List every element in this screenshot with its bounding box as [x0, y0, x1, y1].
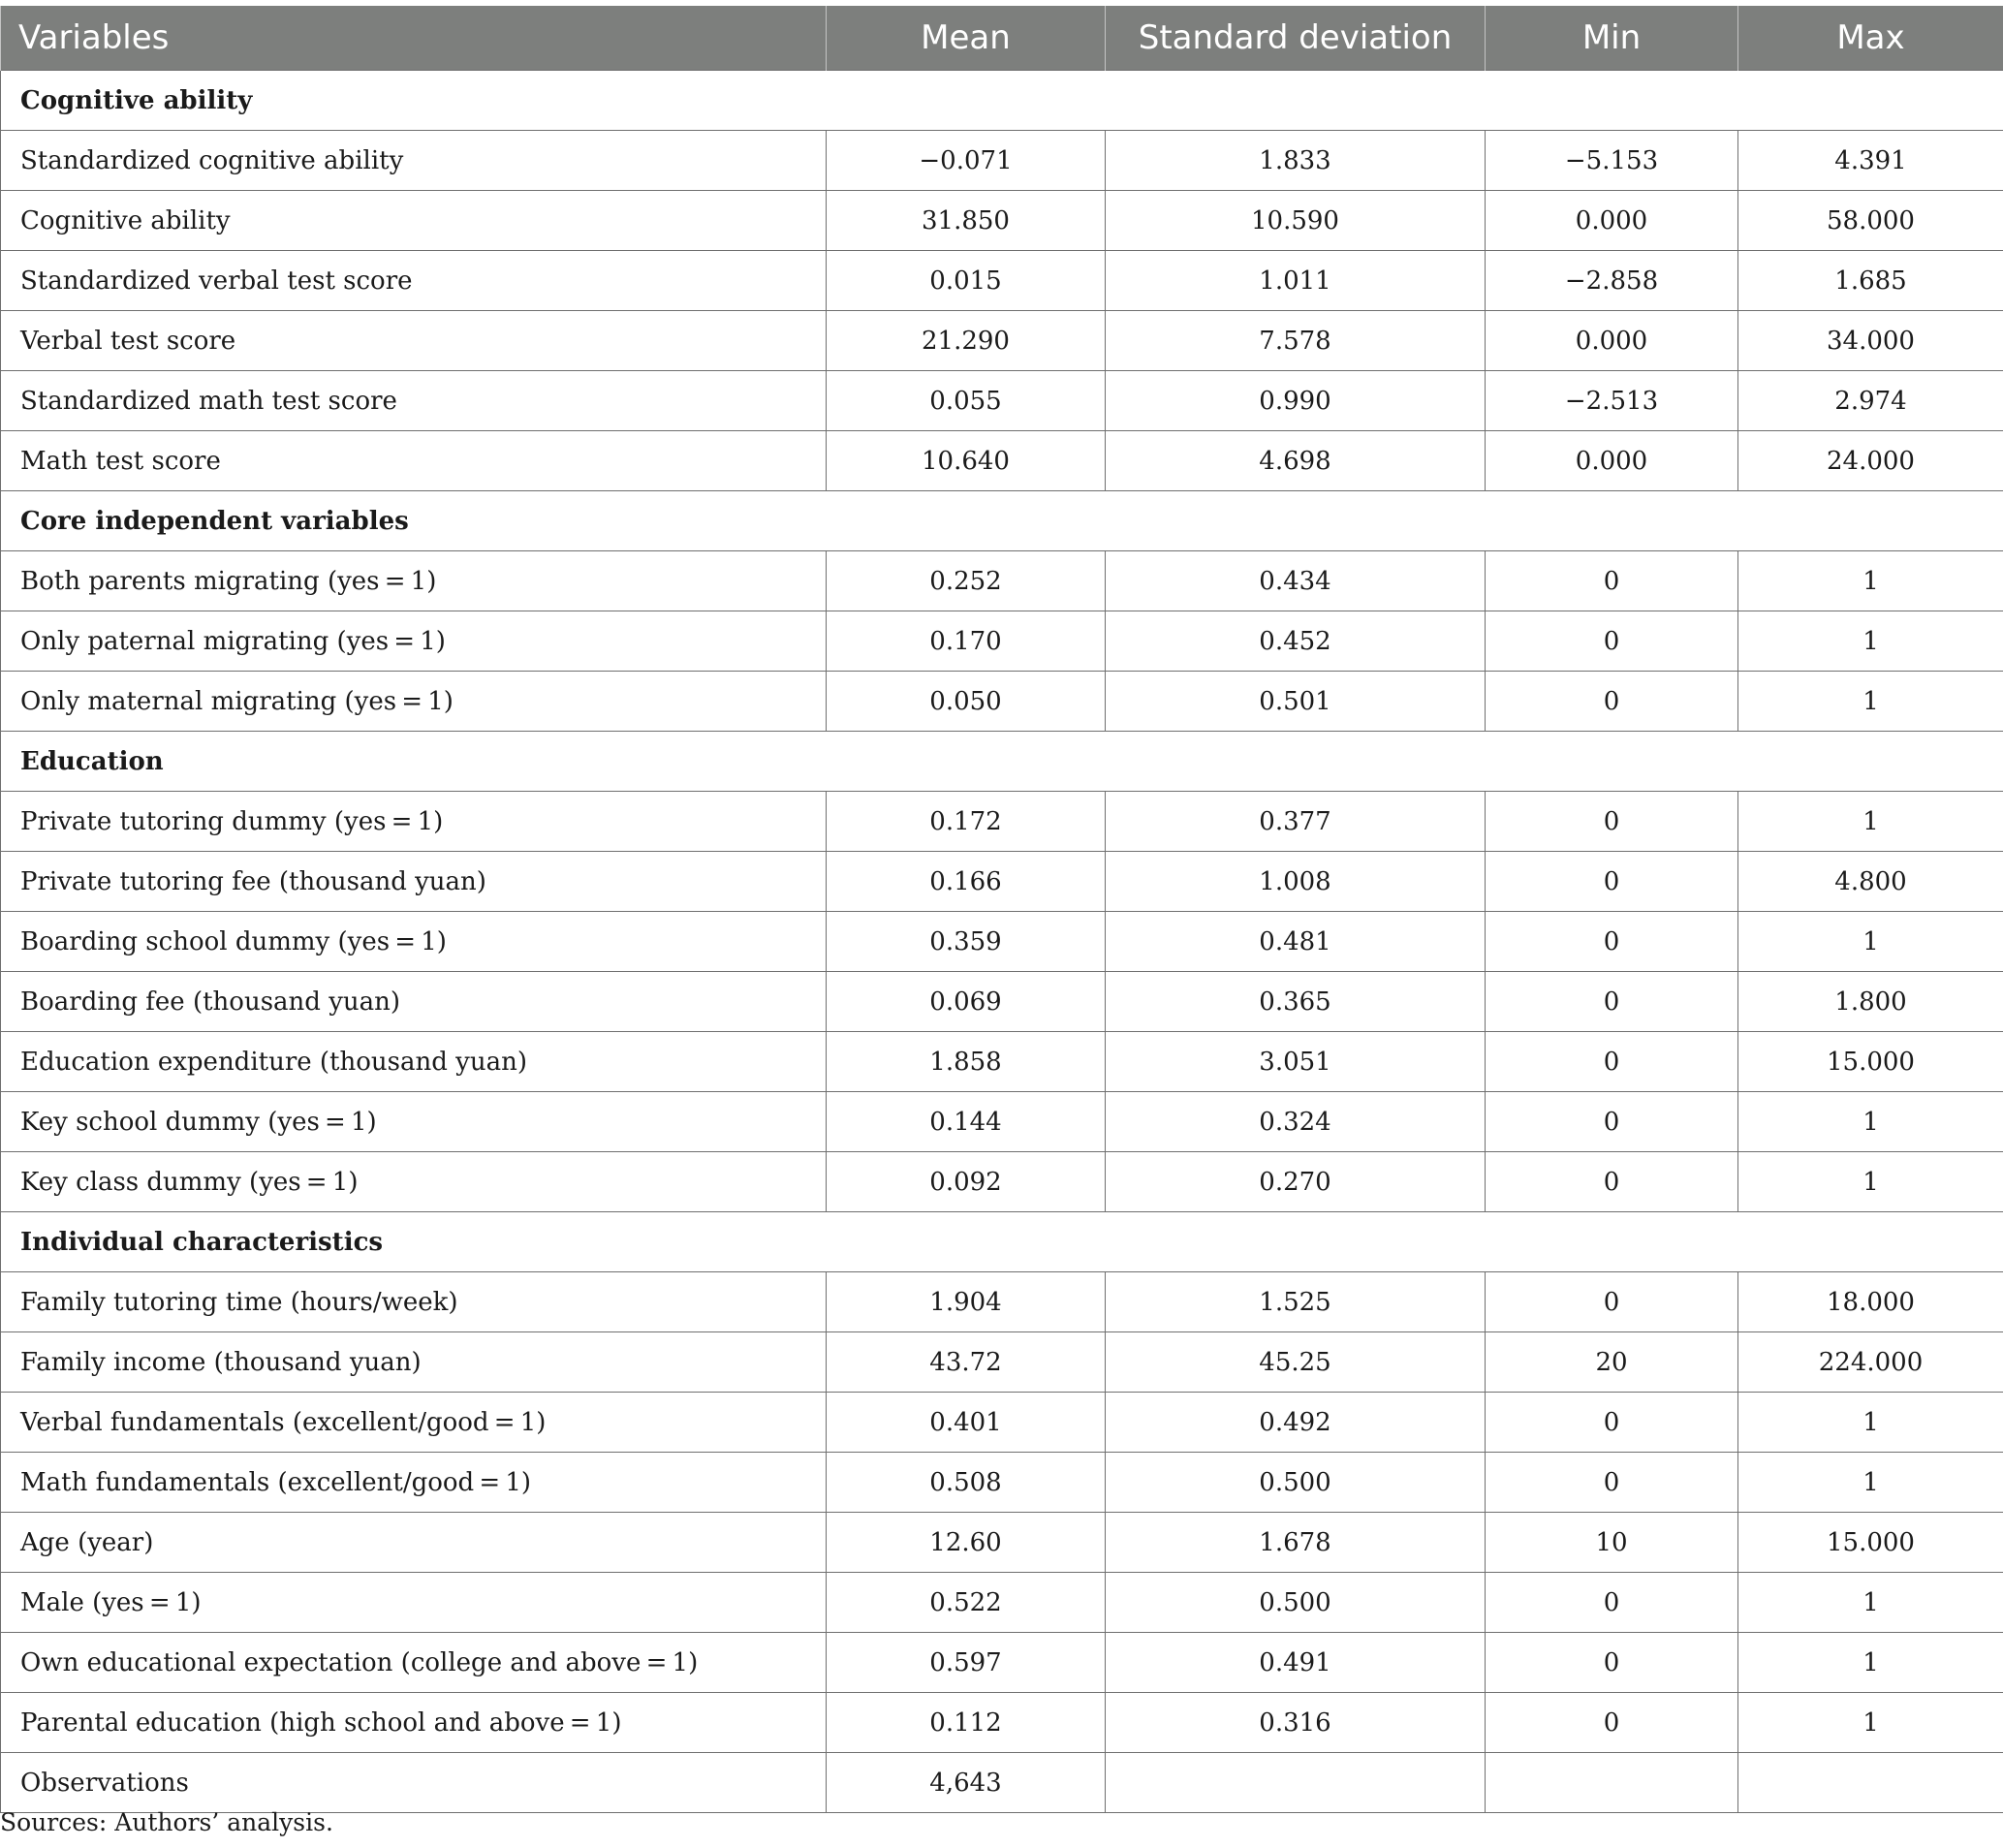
cell-variable: Verbal fundamentals (excellent/good = 1): [1, 1393, 827, 1453]
cell-mean: 0.401: [827, 1393, 1106, 1453]
cell-mean: 43.72: [827, 1332, 1106, 1393]
table-row: [1, 1693, 2003, 1753]
cell-min: 0: [1486, 1693, 1738, 1753]
cell-sd: 0.491: [1106, 1633, 1486, 1693]
section-title: Cognitive ability: [1, 71, 2003, 131]
cell-min: 0: [1486, 1092, 1738, 1152]
cell-max: 1: [1738, 1092, 2003, 1152]
cell-max: 1: [1738, 672, 2003, 732]
cell-mean: 0.055: [827, 371, 1106, 431]
cell-sd: 45.25: [1106, 1332, 1486, 1393]
cell-max: 1: [1738, 1453, 2003, 1513]
cell-sd: 1.011: [1106, 251, 1486, 311]
header-max: Max: [1738, 6, 2003, 71]
table-row: [1, 1332, 2003, 1393]
cell-min: 0.000: [1486, 431, 1738, 491]
section-title: Education: [1, 732, 2003, 792]
cell-mean: 0.069: [827, 972, 1106, 1032]
cell-variable: Key school dummy (yes = 1): [1, 1092, 827, 1152]
header-variables: Variables: [1, 6, 827, 71]
cell-max: 1: [1738, 611, 2003, 672]
cell-mean: 0.172: [827, 792, 1106, 852]
cell-variable: Only maternal migrating (yes = 1): [1, 672, 827, 732]
section-header-row: [1, 732, 2003, 792]
cell-max: 1: [1738, 1633, 2003, 1693]
cell-variable: Boarding fee (thousand yuan): [1, 972, 827, 1032]
cell-variable: Boarding school dummy (yes = 1): [1, 912, 827, 972]
table-row: [1, 1092, 2003, 1152]
cell-variable: Education expenditure (thousand yuan): [1, 1032, 827, 1092]
cell-max: 1: [1738, 1573, 2003, 1633]
cell-min: 0: [1486, 1393, 1738, 1453]
cell-variable: Only paternal migrating (yes = 1): [1, 611, 827, 672]
cell-max: 4.391: [1738, 131, 2003, 191]
cell-sd: 1.833: [1106, 131, 1486, 191]
table-row: [1, 672, 2003, 732]
cell-mean: 1.858: [827, 1032, 1106, 1092]
header-min: Min: [1486, 6, 1738, 71]
section-title: Core independent variables: [1, 491, 2003, 551]
cell-mean: 0.597: [827, 1633, 1106, 1693]
cell-mean: 0.015: [827, 251, 1106, 311]
section-header-row: [1, 1212, 2003, 1272]
cell-variable: Both parents migrating (yes = 1): [1, 551, 827, 611]
cell-mean: 0.252: [827, 551, 1106, 611]
cell-min: −2.513: [1486, 371, 1738, 431]
cell-max: 1: [1738, 792, 2003, 852]
table-row: [1, 972, 2003, 1032]
cell-variable: Parental education (high school and above = 1): [1, 1693, 827, 1753]
cell-variable: Standardized math test score: [1, 371, 827, 431]
descriptive-statistics-table: [0, 6, 2003, 1813]
cell-min: 0: [1486, 1152, 1738, 1212]
cell-min: 0: [1486, 1573, 1738, 1633]
cell-sd: 0.434: [1106, 551, 1486, 611]
cell-max: 18.000: [1738, 1272, 2003, 1332]
cell-max: 15.000: [1738, 1032, 2003, 1092]
cell-variable: Own educational expectation (college and above = 1): [1, 1633, 827, 1693]
table-row: [1, 792, 2003, 852]
cell-max: 224.000: [1738, 1332, 2003, 1393]
table-row: [1, 1032, 2003, 1092]
cell-sd: 0.377: [1106, 792, 1486, 852]
cell-sd: 4.698: [1106, 431, 1486, 491]
cell-sd: 0.500: [1106, 1573, 1486, 1633]
cell-sd: 0.481: [1106, 912, 1486, 972]
cell-variable: Cognitive ability: [1, 191, 827, 251]
cell-variable: Key class dummy (yes = 1): [1, 1152, 827, 1212]
cell-mean: 0.359: [827, 912, 1106, 972]
section-header-row: [1, 71, 2003, 131]
cell-sd: 1.678: [1106, 1513, 1486, 1573]
cell-mean: −0.071: [827, 131, 1106, 191]
cell-variable: Standardized cognitive ability: [1, 131, 827, 191]
cell-variable: Family income (thousand yuan): [1, 1332, 827, 1393]
cell-variable: Verbal test score: [1, 311, 827, 371]
table-row: [1, 1152, 2003, 1212]
cell-min: 0: [1486, 972, 1738, 1032]
cell-min: 0: [1486, 551, 1738, 611]
cell-mean: 0.508: [827, 1453, 1106, 1513]
cell-mean: 0.522: [827, 1573, 1106, 1633]
cell-min: 0: [1486, 1453, 1738, 1513]
cell-max: 1: [1738, 1393, 2003, 1453]
table-row: [1, 1272, 2003, 1332]
table-row: [1, 371, 2003, 431]
cell-sd: 0.990: [1106, 371, 1486, 431]
cell-mean: 4,643: [827, 1753, 1106, 1813]
cell-variable: Age (year): [1, 1513, 827, 1573]
cell-max: 24.000: [1738, 431, 2003, 491]
cell-mean: 0.144: [827, 1092, 1106, 1152]
cell-sd: 7.578: [1106, 311, 1486, 371]
cell-min: 0: [1486, 1633, 1738, 1693]
cell-min: 0: [1486, 852, 1738, 912]
cell-variable: Math test score: [1, 431, 827, 491]
table-row: [1, 551, 2003, 611]
cell-sd: 3.051: [1106, 1032, 1486, 1092]
cell-min: −5.153: [1486, 131, 1738, 191]
cell-mean: 0.166: [827, 852, 1106, 912]
cell-min: [1486, 1753, 1738, 1813]
cell-variable: Standardized verbal test score: [1, 251, 827, 311]
cell-min: 0: [1486, 611, 1738, 672]
cell-variable: Observations: [1, 1753, 827, 1813]
table-row: [1, 431, 2003, 491]
cell-sd: 10.590: [1106, 191, 1486, 251]
cell-min: 10: [1486, 1513, 1738, 1573]
cell-variable: Math fundamentals (excellent/good = 1): [1, 1453, 827, 1513]
table-row: [1, 1513, 2003, 1573]
table-row: [1, 1453, 2003, 1513]
header-row: [1, 6, 2003, 71]
cell-max: 1.685: [1738, 251, 2003, 311]
cell-variable: Private tutoring dummy (yes = 1): [1, 792, 827, 852]
cell-min: 0: [1486, 912, 1738, 972]
cell-mean: 21.290: [827, 311, 1106, 371]
source-note: Sources: Authors’ analysis.: [0, 1808, 333, 1836]
cell-max: [1738, 1753, 2003, 1813]
cell-min: 0: [1486, 1272, 1738, 1332]
cell-max: 58.000: [1738, 191, 2003, 251]
cell-mean: 10.640: [827, 431, 1106, 491]
cell-sd: [1106, 1753, 1486, 1813]
cell-variable: Family tutoring time (hours/week): [1, 1272, 827, 1332]
table-row: [1, 852, 2003, 912]
cell-sd: 1.008: [1106, 852, 1486, 912]
cell-variable: Male (yes = 1): [1, 1573, 827, 1633]
cell-mean: 0.092: [827, 1152, 1106, 1212]
section-title: Individual characteristics: [1, 1212, 2003, 1272]
cell-max: 1.800: [1738, 972, 2003, 1032]
table-row: [1, 251, 2003, 311]
table-row: [1, 131, 2003, 191]
cell-min: −2.858: [1486, 251, 1738, 311]
cell-max: 1: [1738, 1152, 2003, 1212]
section-header-row: [1, 491, 2003, 551]
cell-sd: 0.316: [1106, 1693, 1486, 1753]
cell-min: 0.000: [1486, 191, 1738, 251]
table-row: [1, 1633, 2003, 1693]
cell-mean: 31.850: [827, 191, 1106, 251]
table-row: [1, 912, 2003, 972]
table-header: [1, 6, 2003, 71]
cell-mean: 0.170: [827, 611, 1106, 672]
cell-sd: 0.501: [1106, 672, 1486, 732]
cell-max: 1: [1738, 1693, 2003, 1753]
cell-min: 0: [1486, 672, 1738, 732]
cell-mean: 12.60: [827, 1513, 1106, 1573]
cell-min: 0: [1486, 792, 1738, 852]
table-body: [1, 71, 2003, 1813]
cell-sd: 0.500: [1106, 1453, 1486, 1513]
cell-variable: Private tutoring fee (thousand yuan): [1, 852, 827, 912]
table-row: [1, 1573, 2003, 1633]
cell-max: 2.974: [1738, 371, 2003, 431]
cell-min: 0.000: [1486, 311, 1738, 371]
header-standard-deviation: Standard deviation: [1106, 6, 1486, 71]
cell-min: 20: [1486, 1332, 1738, 1393]
cell-sd: 1.525: [1106, 1272, 1486, 1332]
cell-sd: 0.324: [1106, 1092, 1486, 1152]
cell-sd: 0.365: [1106, 972, 1486, 1032]
cell-min: 0: [1486, 1032, 1738, 1092]
cell-mean: 1.904: [827, 1272, 1106, 1332]
observations-row: [1, 1753, 2003, 1813]
cell-max: 15.000: [1738, 1513, 2003, 1573]
cell-mean: 0.112: [827, 1693, 1106, 1753]
header-mean: Mean: [827, 6, 1106, 71]
cell-mean: 0.050: [827, 672, 1106, 732]
table-row: [1, 611, 2003, 672]
cell-sd: 0.270: [1106, 1152, 1486, 1212]
cell-sd: 0.452: [1106, 611, 1486, 672]
cell-max: 4.800: [1738, 852, 2003, 912]
table-row: [1, 191, 2003, 251]
cell-max: 1: [1738, 912, 2003, 972]
table-row: [1, 311, 2003, 371]
table-row: [1, 1393, 2003, 1453]
cell-max: 34.000: [1738, 311, 2003, 371]
cell-max: 1: [1738, 551, 2003, 611]
cell-sd: 0.492: [1106, 1393, 1486, 1453]
